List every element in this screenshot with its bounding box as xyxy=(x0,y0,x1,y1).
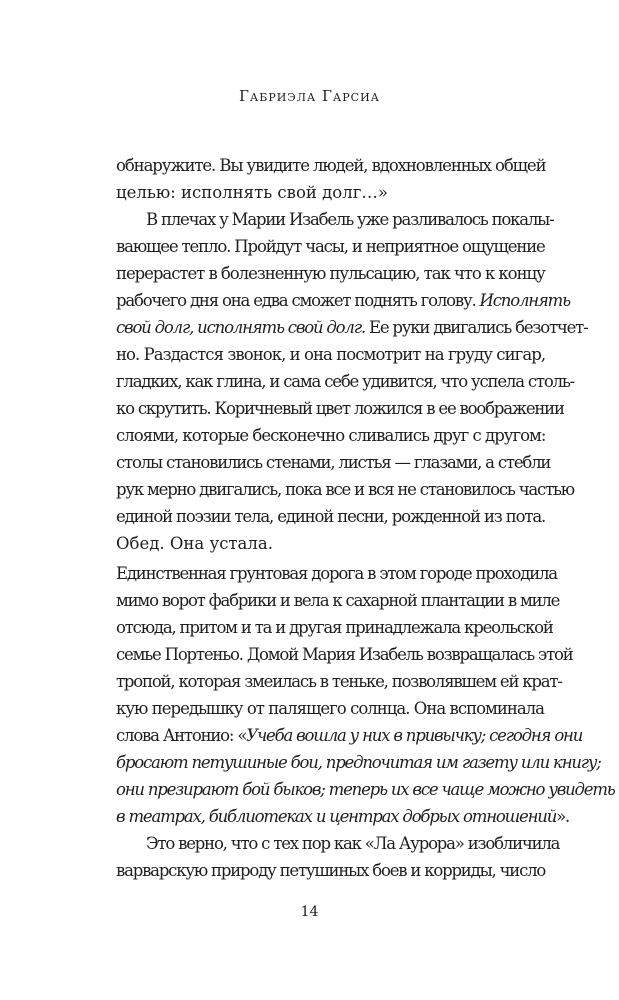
text-line: перерастет в болезненную пульсацию, так что к концу xyxy=(116,264,545,283)
text-block-2 xyxy=(116,560,615,884)
text-line: рук мерно двигались, пока все и вся не становилось частью xyxy=(116,480,574,499)
text-line: обнаружите. Вы увидите людей, вдохновленных общей xyxy=(116,156,546,175)
text-line: Единственная грунтовая дорога в этом городе проходила xyxy=(116,564,557,583)
text-line: слоями, которые бесконечно сливались друг с другом: xyxy=(116,426,546,445)
text-line: вающее тепло. Пройдут часы, и неприятное ощущение xyxy=(116,237,545,256)
text-line: ко скрутить. Коричневый цвет ложился в ее воображении xyxy=(116,399,564,418)
text-line: Это верно, что с тех пор как «Ла Аурора» изобличила xyxy=(146,834,560,853)
text-line: семье Портеньо. Домой Мария Изабель возвращалась этой xyxy=(116,645,573,664)
text-line: слова Антонио: «Учеба вошла у них в привычку; сегодня они xyxy=(116,726,583,745)
text-line xyxy=(116,776,615,803)
text-line xyxy=(116,749,601,776)
italic-text: Исполнять xyxy=(479,291,570,310)
text-block-1 xyxy=(116,152,588,557)
text-line: отсюда, притом и та и другая принадлежала креольской xyxy=(116,618,553,637)
text-line: единой поэзии тела, единой песни, рожденной из пота. xyxy=(116,507,546,526)
running-header: Габриэла Гарсиа xyxy=(238,87,381,105)
text-line: гладких, как глина, и сама себе удивится, что успела столь- xyxy=(116,372,575,391)
italic-text: они презирают бой быков; теперь их все чаще можно увидеть xyxy=(116,780,615,799)
italic-text: в театрах, библиотеках и центрах добрых отношений xyxy=(116,807,557,826)
italic-text: бросают петушиные бои, предпочитая им газету или книгу; xyxy=(116,753,601,772)
text-line: кую передышку от палящего солнца. Она вспоминала xyxy=(116,699,544,718)
text-line: в театрах, библиотеках и центрах добрых отношений». xyxy=(116,807,570,826)
text-line: рабочего дня она едва сможет поднять голову. Исполнять xyxy=(116,291,570,310)
text-line: свой долг, исполнять свой долг. Ее руки двигались безотчет- xyxy=(116,318,588,337)
text-line: целью: исполнять свой долг…» xyxy=(116,183,388,202)
text-line: тропой, которая змеилась в теньке, позволявшем ей крат- xyxy=(116,672,562,691)
text-line: мимо ворот фабрики и вела к сахарной плантации в миле xyxy=(116,591,560,610)
text-line: Обед. Она устала. xyxy=(116,534,273,553)
text-line: варварскую природу петушиных боев и корриды, число xyxy=(116,861,546,880)
italic-text: свой долг, исполнять свой долг. xyxy=(116,318,365,337)
text-line: но. Раздастся звонок, и она посмотрит на груду сигар, xyxy=(116,345,546,364)
italic-text: Учеба вошла у них в привычку; сегодня они xyxy=(246,726,583,745)
text-line: столы становились стенами, листья — глазами, а стебли xyxy=(116,453,551,472)
text-line: В плечах у Марии Изабель уже разливалось покалы- xyxy=(146,210,554,229)
page-number: 14 xyxy=(300,904,319,920)
